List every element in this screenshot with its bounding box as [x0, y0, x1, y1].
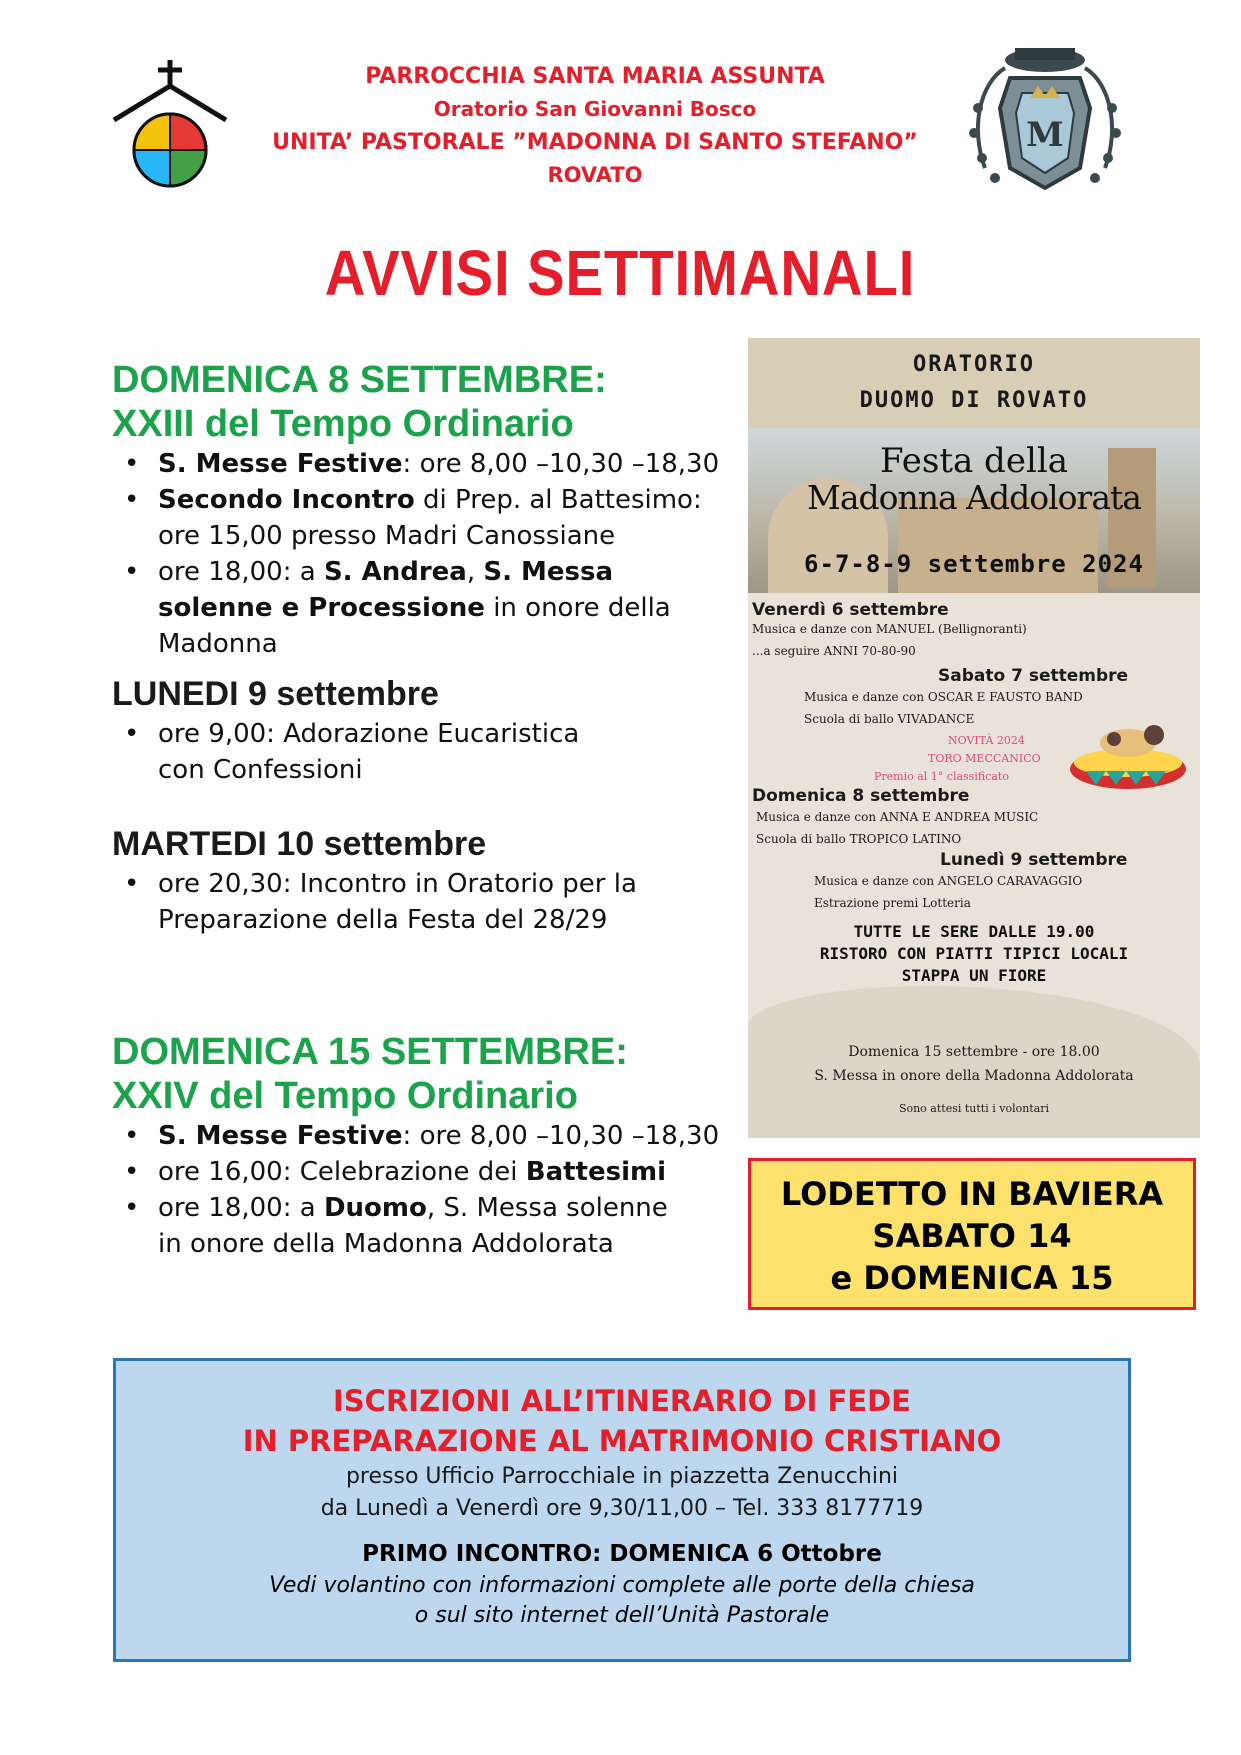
- poster-footer-1: Domenica 15 settembre - ore 18.00: [848, 1044, 1100, 1060]
- poster-lun-title: Lunedì 9 settembre: [940, 850, 1128, 870]
- poster-festa-line2: Madonna Addolorata: [807, 478, 1141, 517]
- poster-dom-title: Domenica 8 settembre: [752, 786, 970, 806]
- poster-novita-3: Premio al 1° classificato: [874, 770, 1009, 783]
- section-title: DOMENICA 8 SETTEMBRE:: [112, 359, 607, 401]
- poster-dom-2: Scuola di ballo TROPICO LATINO: [756, 832, 962, 846]
- oratorio-name: Oratorio San Giovanni Bosco: [433, 97, 757, 121]
- poster-lun-1: Musica e danze con ANGELO CARAVAGGIO: [814, 874, 1083, 888]
- parish-name: PARROCCHIA SANTA MARIA ASSUNTA: [365, 64, 825, 89]
- list-item: • S. Messe Festive: ore 8,00 –10,30 –18,30: [112, 1118, 732, 1154]
- section-subtitle: XXIV del Tempo Ordinario: [112, 1075, 578, 1117]
- list-item: • S. Messe Festive: ore 8,00 –10,30 –18,30: [112, 446, 732, 482]
- poster-novita-2: TORO MECCANICO: [928, 752, 1041, 765]
- lodetto-notice: [748, 1158, 1196, 1310]
- iscrizioni-location: presso Ufficio Parrocchiale in piazzetta Zenucchini: [345, 1464, 899, 1489]
- iscrizioni-note-1: Vedi volantino con informazioni complete alle porte della chiesa: [269, 1573, 975, 1598]
- iscrizioni-title-2: IN PREPARAZIONE AL MATRIMONIO CRISTIANO: [242, 1424, 1002, 1458]
- poster-lun-2: Estrazione premi Lotteria: [814, 896, 971, 910]
- poster-ven-title: Venerdì 6 settembre: [752, 600, 949, 620]
- lodetto-line2: SABATO 14: [872, 1217, 1072, 1255]
- list-item: • Secondo Incontro di Prep. al Battesimo: ore 15,00 presso Madri Canossiane: [112, 482, 732, 554]
- poster-line2: DUOMO DI ROVATO: [859, 388, 1089, 413]
- iscrizioni-note-2: o sul sito internet dell’Unità Pastorale: [414, 1603, 830, 1628]
- iscrizioni-box: [113, 1358, 1131, 1662]
- poster-line1: ORATORIO: [913, 352, 1035, 377]
- event-list: [112, 716, 732, 788]
- list-item: • ore 20,30: Incontro in Oratorio per la Preparazione della Festa del 28/29: [112, 866, 698, 938]
- poster-ven-1: Musica e danze con MANUEL (Bellignoranti): [752, 622, 1027, 636]
- section-subtitle: XXIII del Tempo Ordinario: [112, 403, 574, 445]
- poster-tutte-2: RISTORO CON PIATTI TIPICI LOCALI: [819, 944, 1129, 963]
- iscrizioni-hours: da Lunedì a Venerdì ore 9,30/11,00 – Tel. 333 8177719: [320, 1496, 924, 1521]
- poster-footer-3: Sono attesi tutti i volontari: [898, 1102, 1050, 1115]
- poster-sab-2: Scuola di ballo VIVADANCE: [804, 712, 975, 726]
- primo-incontro: PRIMO INCONTRO: DOMENICA 6 Ottobre: [362, 1541, 882, 1567]
- poster-festa-line1: Festa della: [880, 441, 1068, 481]
- section-martedi-10: [112, 822, 732, 938]
- section-title: MARTEDI 10 settembre: [112, 825, 487, 863]
- parish-header: [255, 60, 935, 192]
- page-title: AVVISI SETTIMANALI: [324, 237, 916, 309]
- mechanical-bull-icon: [1066, 713, 1190, 793]
- lodetto-line1: LODETTO IN BAVIERA: [780, 1175, 1164, 1213]
- iscrizioni-title-1: ISCRIZIONI ALL’ITINERARIO DI FEDE: [332, 1384, 911, 1418]
- lodetto-line3: e DOMENICA 15: [830, 1259, 1114, 1297]
- pastoral-unit: UNITA’ PASTORALE ”MADONNA DI SANTO STEFANO”: [272, 130, 918, 155]
- section-lunedi-9: [112, 672, 732, 788]
- poster-ven-2: ...a seguire ANNI 70-80-90: [752, 644, 916, 658]
- poster-novita-1: NOVITÀ 2024: [948, 734, 1025, 747]
- poster-dom-1: Musica e danze con ANNA E ANDREA MUSIC: [756, 810, 1039, 824]
- coat-of-arms-icon: [960, 38, 1130, 198]
- town-name: ROVATO: [547, 163, 643, 187]
- list-item: • ore 9,00: Adorazione Eucaristica con Confessioni: [112, 716, 598, 788]
- poster-sab-1: Musica e danze con OSCAR E FAUSTO BAND: [804, 690, 1083, 704]
- section-domenica-8: [112, 358, 732, 662]
- poster-tutte-3: STAPPA UN FIORE: [901, 966, 1047, 985]
- festa-poster: [748, 338, 1200, 1138]
- list-item: • ore 18,00: a Duomo, S. Messa solenne in onore della Madonna Addolorata: [112, 1190, 698, 1262]
- poster-tutte-1: TUTTE LE SERE DALLE 19.00: [853, 922, 1095, 941]
- event-list: [112, 866, 732, 938]
- poster-footer-bg: [748, 986, 1200, 1138]
- list-item: • ore 18,00: a S. Andrea, S. Messa solenne e Processione in onore della Madonna: [112, 554, 732, 662]
- section-title: LUNEDI 9 settembre: [112, 675, 439, 713]
- poster-footer-2: S. Messa in onore della Madonna Addolorata: [814, 1068, 1134, 1084]
- event-list: [112, 1118, 732, 1262]
- svg-text:M: M: [1026, 115, 1064, 155]
- section-title: DOMENICA 15 SETTEMBRE:: [112, 1031, 628, 1073]
- section-domenica-15: [112, 1030, 732, 1262]
- poster-sab-title: Sabato 7 settembre: [938, 666, 1129, 686]
- poster-dates: 6-7-8-9 settembre 2024: [804, 550, 1144, 578]
- event-list: [112, 446, 732, 662]
- oratorio-logo: [110, 58, 230, 188]
- list-item: • ore 16,00: Celebrazione dei Battesimi: [112, 1154, 732, 1190]
